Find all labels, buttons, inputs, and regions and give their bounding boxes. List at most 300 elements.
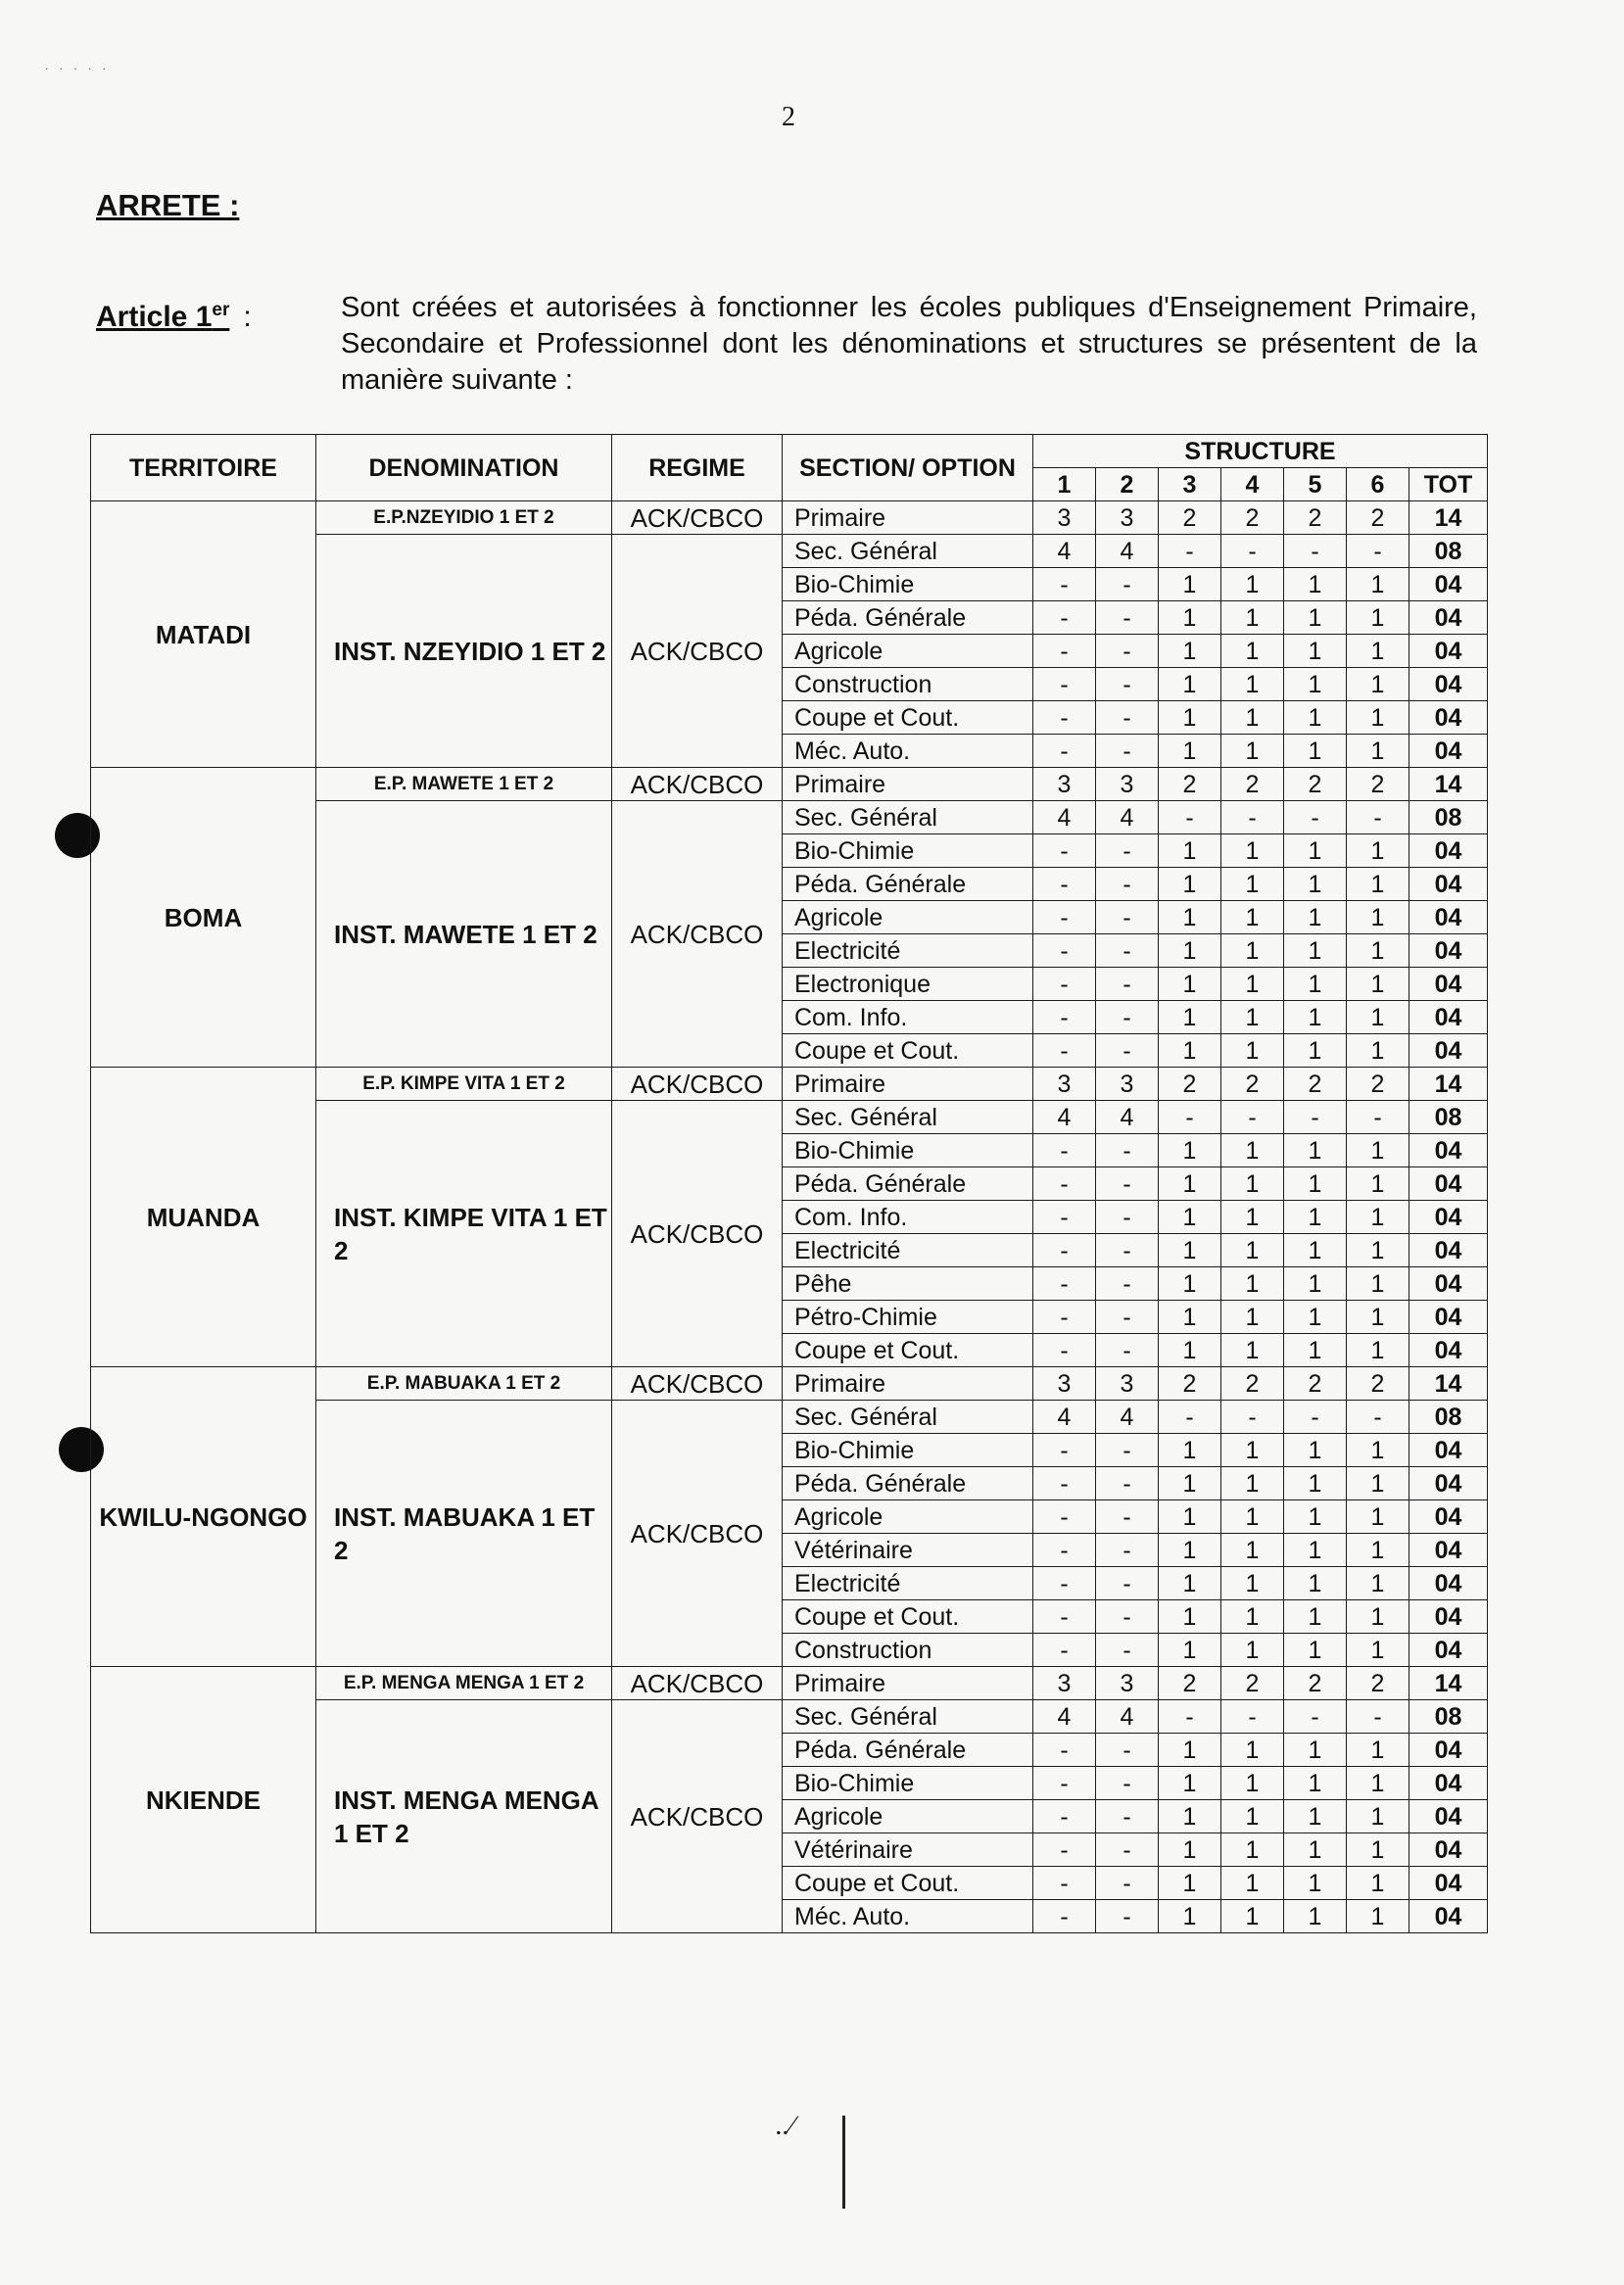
level-value-cell: -	[1033, 1001, 1096, 1034]
level-value-cell: -	[1221, 1700, 1284, 1734]
level-value-cell: 1	[1284, 1034, 1347, 1068]
level-value-cell: -	[1096, 1034, 1159, 1068]
level-value-cell: 1	[1159, 1833, 1221, 1867]
header-structure: STRUCTURE	[1033, 435, 1488, 468]
total-cell: 04	[1409, 1434, 1488, 1467]
level-value-cell: -	[1033, 701, 1096, 735]
level-value-cell: 1	[1347, 901, 1409, 934]
table-row	[91, 1068, 1488, 1101]
total-cell: 14	[1409, 1068, 1488, 1101]
section-cell: Bio-Chimie	[783, 568, 1033, 601]
level-value-cell: -	[1096, 1234, 1159, 1267]
total-cell: 04	[1409, 1534, 1488, 1567]
territoire-cell: KWILU-NGONGO	[91, 1367, 316, 1667]
level-value-cell: 1	[1347, 1134, 1409, 1167]
level-value-cell: 1	[1347, 1234, 1409, 1267]
level-value-cell: -	[1096, 1500, 1159, 1534]
level-value-cell: 2	[1284, 1367, 1347, 1401]
scan-speck: . . . . .	[45, 59, 111, 72]
level-value-cell: 1	[1221, 1334, 1284, 1367]
level-value-cell: -	[1033, 1034, 1096, 1068]
level-value-cell: 1	[1221, 635, 1284, 668]
header-section: SECTION/ OPTION	[783, 435, 1033, 501]
level-value-cell: -	[1347, 1101, 1409, 1134]
level-value-cell: 1	[1221, 1134, 1284, 1167]
section-cell: Pétro-Chimie	[783, 1301, 1033, 1334]
section-cell: Electricité	[783, 1567, 1033, 1600]
total-cell: 04	[1409, 1001, 1488, 1034]
level-value-cell: -	[1221, 801, 1284, 834]
level-value-cell: 1	[1221, 1734, 1284, 1767]
level-value-cell: 4	[1033, 535, 1096, 568]
level-value-cell: 2	[1284, 1667, 1347, 1700]
article-text: Sont créées et autorisées à fonctionner les écoles publiques d'Enseignement Primaire, Secondaire et Professionnel dont les dénominations et structures se présentent de la manière suivante :	[341, 292, 1477, 396]
level-value-cell: 1	[1159, 1001, 1221, 1034]
section-cell: Méc. Auto.	[783, 1900, 1033, 1933]
level-value-cell: 1	[1347, 1267, 1409, 1301]
level-value-cell: -	[1033, 1534, 1096, 1567]
header-level: 6	[1347, 468, 1409, 501]
level-value-cell: 1	[1347, 1534, 1409, 1567]
section-cell: Péda. Générale	[783, 1467, 1033, 1500]
inst-name-cell: INST. MABUAKA 1 ET 2	[316, 1401, 612, 1667]
level-value-cell: 1	[1347, 1500, 1409, 1534]
level-value-cell: 1	[1347, 1034, 1409, 1068]
level-value-cell: 1	[1284, 1234, 1347, 1267]
level-value-cell: -	[1221, 1401, 1284, 1434]
level-value-cell: 1	[1221, 1833, 1284, 1867]
total-cell: 04	[1409, 868, 1488, 901]
level-value-cell: 1	[1284, 1301, 1347, 1334]
total-cell: 04	[1409, 1267, 1488, 1301]
ep-name-cell: E.P. MABUAKA 1 ET 2	[316, 1367, 612, 1401]
level-value-cell: -	[1096, 901, 1159, 934]
level-value-cell: 1	[1284, 1001, 1347, 1034]
table-row	[91, 501, 1488, 535]
level-value-cell: 1	[1159, 1301, 1221, 1334]
level-value-cell: -	[1096, 834, 1159, 868]
section-cell: Primaire	[783, 1367, 1033, 1401]
level-value-cell: -	[1096, 1634, 1159, 1667]
level-value-cell: 1	[1347, 1334, 1409, 1367]
level-value-cell: 1	[1284, 1734, 1347, 1767]
level-value-cell: -	[1096, 1767, 1159, 1800]
level-value-cell: 1	[1284, 635, 1347, 668]
level-value-cell: -	[1096, 1167, 1159, 1201]
level-value-cell: -	[1033, 1600, 1096, 1634]
level-value-cell: -	[1096, 1301, 1159, 1334]
total-cell: 04	[1409, 1167, 1488, 1201]
level-value-cell: 1	[1159, 1800, 1221, 1833]
level-value-cell: 1	[1159, 1134, 1221, 1167]
level-value-cell: 1	[1284, 1800, 1347, 1833]
section-cell: Agricole	[783, 1500, 1033, 1534]
level-value-cell: 2	[1347, 1367, 1409, 1401]
regime-cell: ACK/CBCO	[612, 1068, 783, 1101]
level-value-cell: 1	[1284, 1167, 1347, 1201]
inst-name-cell: INST. NZEYIDIO 1 ET 2	[316, 535, 612, 768]
level-value-cell: 2	[1221, 501, 1284, 535]
level-value-cell: -	[1033, 601, 1096, 635]
table-body	[91, 501, 1488, 1933]
level-value-cell: -	[1033, 1301, 1096, 1334]
section-cell: Péda. Générale	[783, 1167, 1033, 1201]
level-value-cell: 1	[1221, 1434, 1284, 1467]
level-value-cell: -	[1096, 668, 1159, 701]
level-value-cell: -	[1096, 1001, 1159, 1034]
total-cell: 04	[1409, 1201, 1488, 1234]
level-value-cell: 1	[1347, 1634, 1409, 1667]
level-value-cell: 1	[1347, 1434, 1409, 1467]
article-label-sup: er	[212, 300, 230, 320]
table-row	[91, 1367, 1488, 1401]
level-value-cell: 1	[1159, 1600, 1221, 1634]
total-cell: 04	[1409, 834, 1488, 868]
level-value-cell: 1	[1159, 901, 1221, 934]
level-value-cell: -	[1096, 1434, 1159, 1467]
level-value-cell: 1	[1159, 635, 1221, 668]
level-value-cell: 1	[1347, 635, 1409, 668]
level-value-cell: 1	[1221, 1034, 1284, 1068]
level-value-cell: -	[1033, 901, 1096, 934]
level-value-cell: -	[1284, 1401, 1347, 1434]
header-territoire: TERRITOIRE	[91, 435, 316, 501]
level-value-cell: 1	[1284, 601, 1347, 635]
level-value-cell: -	[1096, 568, 1159, 601]
section-cell: Pêhe	[783, 1267, 1033, 1301]
regime-cell: ACK/CBCO	[612, 1367, 783, 1401]
section-cell: Construction	[783, 668, 1033, 701]
level-value-cell: -	[1033, 1134, 1096, 1167]
section-cell: Electricité	[783, 934, 1033, 968]
level-value-cell: 1	[1347, 1467, 1409, 1500]
level-value-cell: -	[1096, 701, 1159, 735]
level-value-cell: 1	[1284, 1634, 1347, 1667]
inst-name-cell: INST. KIMPE VITA 1 ET 2	[316, 1101, 612, 1367]
level-value-cell: 1	[1221, 1534, 1284, 1567]
level-value-cell: -	[1033, 1500, 1096, 1534]
territoire-cell: BOMA	[91, 768, 316, 1068]
level-value-cell: -	[1033, 1800, 1096, 1833]
level-value-cell: 1	[1221, 834, 1284, 868]
regime-cell: ACK/CBCO	[612, 1101, 783, 1367]
level-value-cell: 1	[1347, 668, 1409, 701]
total-cell: 14	[1409, 768, 1488, 801]
level-value-cell: 1	[1284, 968, 1347, 1001]
level-value-cell: 1	[1284, 1867, 1347, 1900]
signature-stroke	[842, 2116, 845, 2209]
section-cell: Primaire	[783, 1068, 1033, 1101]
section-cell: Agricole	[783, 635, 1033, 668]
level-value-cell: 1	[1221, 1201, 1284, 1234]
level-value-cell: -	[1033, 1201, 1096, 1234]
section-cell: Construction	[783, 1634, 1033, 1667]
level-value-cell: 1	[1221, 1900, 1284, 1933]
level-value-cell: 1	[1284, 1567, 1347, 1600]
level-value-cell: 1	[1159, 968, 1221, 1001]
level-value-cell: 1	[1159, 1634, 1221, 1667]
level-value-cell: 1	[1347, 1167, 1409, 1201]
level-value-cell: 1	[1159, 1767, 1221, 1800]
level-value-cell: 1	[1347, 834, 1409, 868]
level-value-cell: 1	[1159, 601, 1221, 635]
level-value-cell: 1	[1159, 1334, 1221, 1367]
level-value-cell: 1	[1221, 1567, 1284, 1600]
level-value-cell: 1	[1159, 1267, 1221, 1301]
section-cell: Vétérinaire	[783, 1534, 1033, 1567]
level-value-cell: 1	[1159, 1234, 1221, 1267]
total-cell: 08	[1409, 1700, 1488, 1734]
header-level: 1	[1033, 468, 1096, 501]
level-value-cell: -	[1347, 535, 1409, 568]
level-value-cell: -	[1096, 868, 1159, 901]
level-value-cell: 1	[1284, 1201, 1347, 1234]
level-value-cell: 1	[1221, 1234, 1284, 1267]
level-value-cell: -	[1096, 1534, 1159, 1567]
level-value-cell: 4	[1096, 1401, 1159, 1434]
level-value-cell: -	[1096, 1600, 1159, 1634]
level-value-cell: -	[1033, 635, 1096, 668]
header-level: 3	[1159, 468, 1221, 501]
level-value-cell: -	[1159, 1401, 1221, 1434]
total-cell: 08	[1409, 801, 1488, 834]
level-value-cell: 2	[1284, 768, 1347, 801]
level-value-cell: -	[1221, 535, 1284, 568]
page-number: 2	[782, 102, 795, 132]
level-value-cell: 1	[1284, 834, 1347, 868]
header-regime: REGIME	[612, 435, 783, 501]
level-value-cell: -	[1096, 1833, 1159, 1867]
level-value-cell: 1	[1347, 601, 1409, 635]
level-value-cell: -	[1096, 1467, 1159, 1500]
level-value-cell: 2	[1221, 1667, 1284, 1700]
level-value-cell: -	[1096, 1867, 1159, 1900]
level-value-cell: 1	[1159, 1900, 1221, 1933]
level-value-cell: 4	[1096, 801, 1159, 834]
level-value-cell: 1	[1221, 735, 1284, 768]
total-cell: 14	[1409, 1667, 1488, 1700]
level-value-cell: -	[1033, 1734, 1096, 1767]
level-value-cell: 1	[1221, 1800, 1284, 1833]
section-cell: Péda. Générale	[783, 1734, 1033, 1767]
regime-cell: ACK/CBCO	[612, 1401, 783, 1667]
section-cell: Primaire	[783, 768, 1033, 801]
section-cell: Coupe et Cout.	[783, 1334, 1033, 1367]
level-value-cell: 1	[1284, 934, 1347, 968]
header-level: 4	[1221, 468, 1284, 501]
level-value-cell: 4	[1096, 1101, 1159, 1134]
total-cell: 04	[1409, 1767, 1488, 1800]
total-cell: 04	[1409, 1301, 1488, 1334]
level-value-cell: -	[1033, 868, 1096, 901]
article-label	[96, 300, 252, 334]
level-value-cell: 1	[1159, 668, 1221, 701]
total-cell: 04	[1409, 1833, 1488, 1867]
level-value-cell: -	[1347, 1700, 1409, 1734]
total-cell: 04	[1409, 601, 1488, 635]
level-value-cell: 1	[1159, 735, 1221, 768]
level-value-cell: 3	[1096, 768, 1159, 801]
total-cell: 14	[1409, 501, 1488, 535]
total-cell: 08	[1409, 1401, 1488, 1434]
header-row-top	[91, 435, 1488, 468]
total-cell: 04	[1409, 1800, 1488, 1833]
ep-name-cell: E.P. KIMPE VITA 1 ET 2	[316, 1068, 612, 1101]
ep-name-cell: E.P. MENGA MENGA 1 ET 2	[316, 1667, 612, 1700]
level-value-cell: -	[1284, 1700, 1347, 1734]
level-value-cell: 2	[1347, 1667, 1409, 1700]
level-value-cell: 3	[1096, 1068, 1159, 1101]
level-value-cell: -	[1033, 968, 1096, 1001]
territoire-cell: MUANDA	[91, 1068, 316, 1367]
section-cell: Sec. Général	[783, 1700, 1033, 1734]
section-cell: Primaire	[783, 501, 1033, 535]
section-cell: Sec. Général	[783, 1101, 1033, 1134]
level-value-cell: 1	[1284, 568, 1347, 601]
header-level: 5	[1284, 468, 1347, 501]
level-value-cell: 4	[1033, 1101, 1096, 1134]
regime-cell: ACK/CBCO	[612, 801, 783, 1068]
level-value-cell: 1	[1347, 701, 1409, 735]
level-value-cell: 1	[1284, 1267, 1347, 1301]
inst-name-cell: INST. MENGA MENGA 1 ET 2	[316, 1700, 612, 1933]
level-value-cell: -	[1033, 735, 1096, 768]
level-value-cell: 1	[1347, 1600, 1409, 1634]
section-cell: Coupe et Cout.	[783, 701, 1033, 735]
section-cell: Méc. Auto.	[783, 735, 1033, 768]
level-value-cell: 1	[1221, 568, 1284, 601]
level-value-cell: 3	[1033, 501, 1096, 535]
level-value-cell: 2	[1284, 501, 1347, 535]
level-value-cell: -	[1033, 1634, 1096, 1667]
level-value-cell: 1	[1347, 1201, 1409, 1234]
section-cell: Com. Info.	[783, 1001, 1033, 1034]
ep-name-cell: E.P.NZEYIDIO 1 ET 2	[316, 501, 612, 535]
total-cell: 04	[1409, 1134, 1488, 1167]
level-value-cell: 1	[1284, 901, 1347, 934]
level-value-cell: -	[1096, 1267, 1159, 1301]
level-value-cell: -	[1033, 1900, 1096, 1933]
level-value-cell: 4	[1033, 801, 1096, 834]
level-value-cell: 1	[1347, 1767, 1409, 1800]
total-cell: 04	[1409, 934, 1488, 968]
total-cell: 04	[1409, 1600, 1488, 1634]
section-cell: Coupe et Cout.	[783, 1034, 1033, 1068]
level-value-cell: 1	[1159, 1034, 1221, 1068]
level-value-cell: -	[1347, 801, 1409, 834]
regime-cell: ACK/CBCO	[612, 1700, 783, 1933]
level-value-cell: 1	[1159, 1567, 1221, 1600]
section-cell: Electronique	[783, 968, 1033, 1001]
header-level: 2	[1096, 468, 1159, 501]
level-value-cell: 3	[1096, 1367, 1159, 1401]
level-value-cell: 3	[1096, 1667, 1159, 1700]
section-cell: Péda. Générale	[783, 868, 1033, 901]
level-value-cell: 1	[1221, 968, 1284, 1001]
section-cell: Electricité	[783, 1234, 1033, 1267]
level-value-cell: 1	[1221, 934, 1284, 968]
level-value-cell: -	[1096, 1567, 1159, 1600]
level-value-cell: 4	[1033, 1700, 1096, 1734]
table-row	[91, 1667, 1488, 1700]
level-value-cell: 1	[1221, 1600, 1284, 1634]
level-value-cell: 2	[1347, 768, 1409, 801]
level-value-cell: 1	[1221, 868, 1284, 901]
level-value-cell: 1	[1159, 1434, 1221, 1467]
level-value-cell: -	[1033, 1167, 1096, 1201]
level-value-cell: 1	[1221, 1867, 1284, 1900]
level-value-cell: -	[1096, 1334, 1159, 1367]
level-value-cell: 2	[1159, 1667, 1221, 1700]
level-value-cell: 1	[1159, 568, 1221, 601]
header-tot: TOT	[1409, 468, 1488, 501]
section-cell: Sec. Général	[783, 1401, 1033, 1434]
level-value-cell: 2	[1284, 1068, 1347, 1101]
level-value-cell: -	[1033, 1767, 1096, 1800]
section-cell: Sec. Général	[783, 801, 1033, 834]
level-value-cell: 1	[1284, 1600, 1347, 1634]
total-cell: 04	[1409, 668, 1488, 701]
territoire-cell: NKIENDE	[91, 1667, 316, 1933]
level-value-cell: -	[1159, 1101, 1221, 1134]
article-label-main: Article 1	[96, 301, 213, 333]
section-cell: Péda. Générale	[783, 601, 1033, 635]
level-value-cell: 3	[1033, 1367, 1096, 1401]
total-cell: 04	[1409, 1234, 1488, 1267]
level-value-cell: 1	[1347, 1734, 1409, 1767]
level-value-cell: -	[1096, 1734, 1159, 1767]
level-value-cell: 1	[1221, 901, 1284, 934]
level-value-cell: 1	[1159, 1167, 1221, 1201]
level-value-cell: 4	[1096, 1700, 1159, 1734]
level-value-cell: 2	[1159, 768, 1221, 801]
section-cell: Bio-Chimie	[783, 1434, 1033, 1467]
level-value-cell: -	[1033, 1567, 1096, 1600]
level-value-cell: -	[1033, 1833, 1096, 1867]
regime-cell: ACK/CBCO	[612, 1667, 783, 1700]
table-row	[91, 768, 1488, 801]
level-value-cell: 1	[1221, 1767, 1284, 1800]
level-value-cell: -	[1033, 834, 1096, 868]
level-value-cell: 1	[1284, 735, 1347, 768]
total-cell: 04	[1409, 968, 1488, 1001]
level-value-cell: -	[1033, 1467, 1096, 1500]
total-cell: 08	[1409, 1101, 1488, 1134]
level-value-cell: -	[1033, 1334, 1096, 1367]
level-value-cell: -	[1347, 1401, 1409, 1434]
level-value-cell: 1	[1347, 1833, 1409, 1867]
level-value-cell: 1	[1284, 668, 1347, 701]
level-value-cell: -	[1033, 1434, 1096, 1467]
level-value-cell: 1	[1284, 1534, 1347, 1567]
level-value-cell: 1	[1347, 968, 1409, 1001]
level-value-cell: 1	[1159, 868, 1221, 901]
level-value-cell: 1	[1221, 701, 1284, 735]
level-value-cell: -	[1096, 1201, 1159, 1234]
level-value-cell: -	[1284, 535, 1347, 568]
level-value-cell: 1	[1347, 868, 1409, 901]
level-value-cell: 2	[1159, 1367, 1221, 1401]
level-value-cell: -	[1159, 1700, 1221, 1734]
total-cell: 04	[1409, 701, 1488, 735]
total-cell: 04	[1409, 901, 1488, 934]
regime-cell: ACK/CBCO	[612, 768, 783, 801]
level-value-cell: 2	[1221, 1367, 1284, 1401]
level-value-cell: 1	[1284, 701, 1347, 735]
level-value-cell: 3	[1096, 501, 1159, 535]
level-value-cell: -	[1033, 668, 1096, 701]
level-value-cell: -	[1159, 535, 1221, 568]
